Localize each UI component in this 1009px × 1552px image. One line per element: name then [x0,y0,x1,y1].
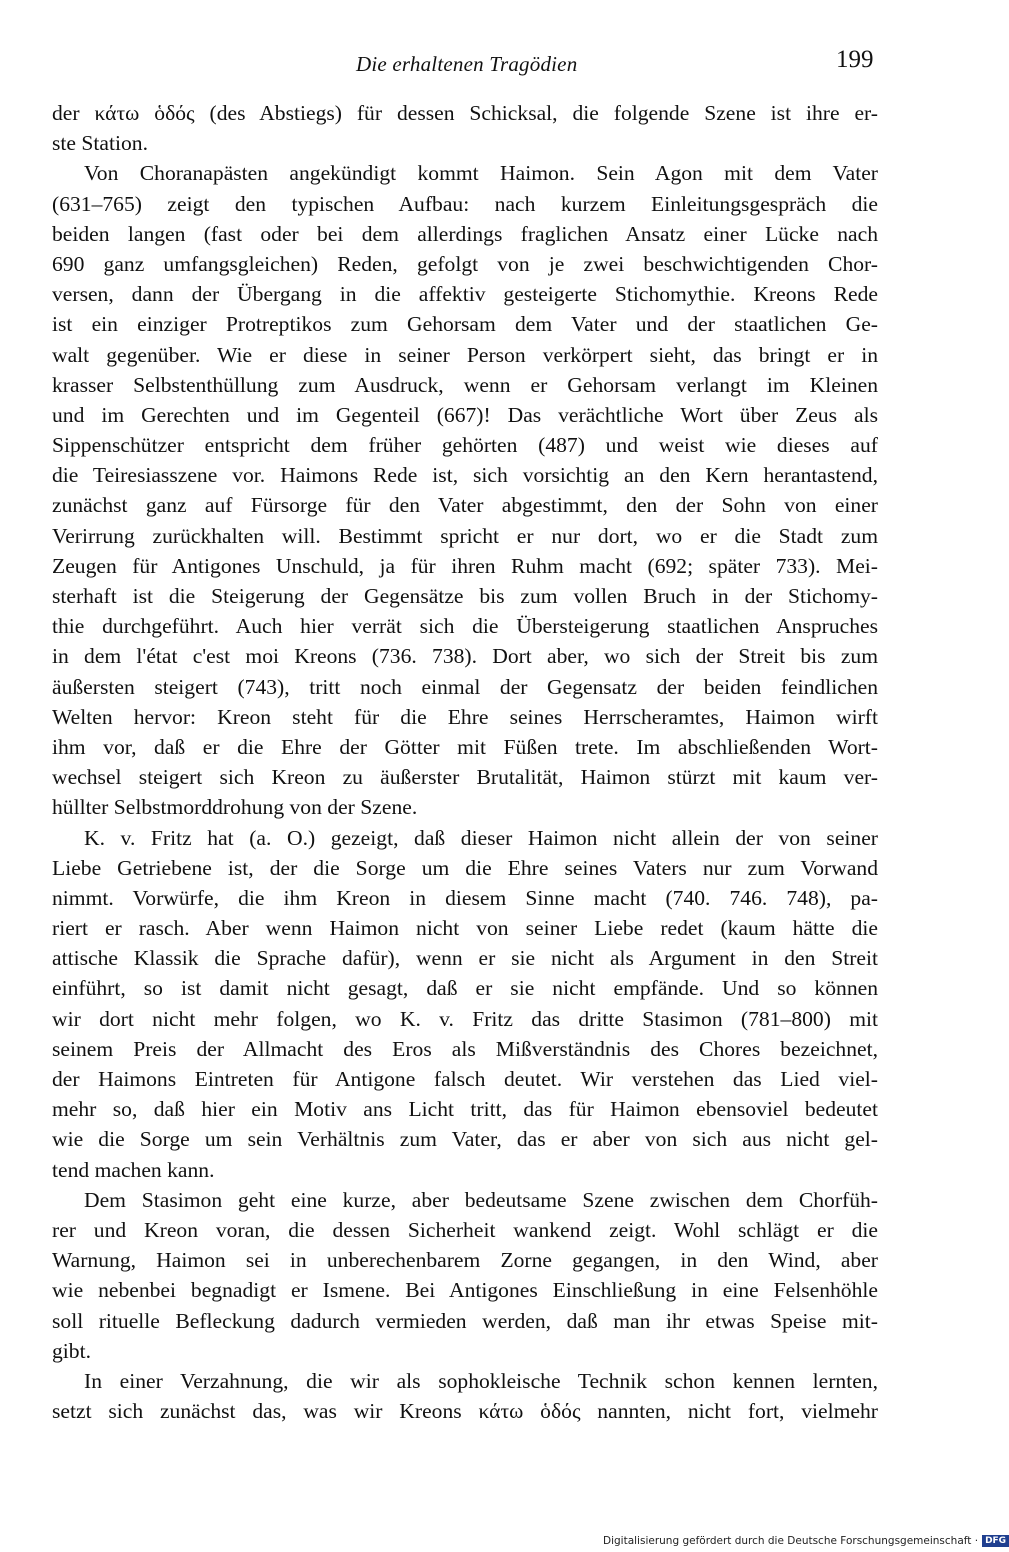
text-line: ihm vor, daß er die Ehre der Götter mit Füßen trete. Im abschließenden Wort- [52,734,878,759]
text-line: walt gegenüber. Wie er diese in seiner Person verkörpert sieht, das bringt er in [52,342,878,367]
text-line: In einer Verzahnung, die wir als sophokleische Technik schon kennen lernten, [84,1368,878,1393]
text-line: zunächst ganz auf Fürsorge für den Vater abgestimmt, den der Sohn von einer [52,493,878,518]
text-line: versen, dann der Übergang in die affektiv gesteigerte Stichomythie. Kreons Rede [52,282,878,307]
text-line: Sippenschützer entspricht dem früher gehörten (487) und weist wie dieses auf [52,433,878,458]
text-line: beiden langen (fast oder bei dem allerdings fraglichen Ansatz einer Lücke nach [52,221,878,246]
text-line: setzt sich zunächst das, was wir Kreons κάτω ὁδός nannten, nicht fort, vielmehr [52,1399,878,1424]
text-line: Von Choranapästen angekündigt kommt Haimon. Sein Agon mit dem Vater [84,161,878,186]
text-line: hüllter Selbstmorddrohung von der Szene. [52,795,418,820]
text-line: Welten hervor: Kreon steht für die Ehre seines Herrscheramtes, Haimon wirft [52,704,878,729]
text-line: ste Station. [52,131,148,156]
text-line: K. v. Fritz hat (a. O.) gezeigt, daß dieser Haimon nicht allein der von seiner [84,825,878,850]
text-line: riert er rasch. Aber wenn Haimon nicht von seiner Liebe redet (kaum hätte die [52,916,878,941]
running-head-title: Die erhaltenen Tragödien [356,52,578,76]
text-line: Dem Stasimon geht eine kurze, aber bedeutsame Szene zwischen dem Chorfüh- [84,1187,878,1212]
text-line: äußersten steigert (743), tritt noch einmal der Gegensatz der beiden feindlichen [52,674,878,699]
text-line: wechsel steigert sich Kreon zu äußerster Brutalität, Haimon stürzt mit kaum ver- [52,765,878,790]
text-line: der κάτω ὁδός (des Abstiegs) für dessen Schicksal, die folgende Szene ist ihre er- [52,101,878,125]
text-line: seinem Preis der Allmacht des Eros als Mißverständnis des Chores bezeichnet, [52,1036,878,1061]
text-line: und im Gerechten und im Gegenteil (667)! Das verächtliche Wort über Zeus als [52,402,878,427]
text-line: rer und Kreon voran, die dessen Sicherheit wankend zeigt. Wohl schlägt er die [52,1217,878,1242]
text-line: Liebe Getriebene ist, der die Sorge um die Ehre seines Vaters nur zum Vorwand [52,855,878,880]
body-text [52,98,878,1426]
text-line: ist ein einziger Protreptikos zum Gehorsam dem Vater und der staatlichen Ge- [52,312,878,337]
text-line: attische Klassik die Sprache dafür), wenn er sie nicht als Argument in den Streit [52,946,878,971]
text-line: wie nebenbei begnadigt er Ismene. Bei Antigones Einschließung in eine Felsenhöhle [52,1278,878,1303]
text-line: der Haimons Eintreten für Antigone falsch deutet. Wir verstehen das Lied viel- [52,1067,878,1091]
text-line: krasser Selbstenthüllung zum Ausdruck, wenn er Gehorsam verlangt im Kleinen [52,372,878,397]
text-line: in dem l'état c'est moi Kreons (736. 738). Dort aber, wo sich der Streit bis zum [52,644,878,669]
text-line: Verirrung zurückhalten will. Bestimmt spricht er nur dort, wo er die Stadt zum [52,523,878,548]
text-line: die Teiresiasszene vor. Haimons Rede ist, sich vorsichtig an den Kern herantastend, [52,463,878,488]
page-number: 199 [836,46,874,73]
text-line: Zeugen für Antigones Unschuld, ja für ihren Ruhm macht (692; später 733). Mei- [52,553,878,578]
credit-text: Digitalisierung gefördert durch die Deutsche Forschungsgemeinschaft · [603,1535,979,1547]
text-line: einführt, so ist damit nicht gesagt, daß er sie nicht empfände. Und so können [52,976,878,1001]
text-line: thie durchgeführt. Auch hier verrät sich die Übersteigerung staatlichen Anspruches [52,614,878,639]
text-line: (631–765) zeigt den typischen Aufbau: nach kurzem Einleitungsgespräch die [52,191,878,216]
text-line: gibt. [52,1338,91,1363]
text-line: mehr so, daß hier ein Motiv ans Licht tritt, das für Haimon ebensoviel bedeutet [52,1097,878,1122]
text-line: wir dort nicht mehr folgen, wo K. v. Fritz das dritte Stasimon (781–800) mit [52,1006,878,1031]
digitization-credit [603,1535,1009,1547]
dfg-logo: DFG [982,1535,1009,1547]
text-line: wie die Sorge um sein Verhältnis zum Vater, das er aber von sich aus nicht gel- [52,1127,878,1152]
text-line: sterhaft ist die Steigerung der Gegensätze bis zum vollen Bruch in der Stichomy- [52,584,878,608]
text-line: soll rituelle Befleckung dadurch vermieden werden, daß man ihr etwas Speise mit- [52,1308,878,1333]
text-line: Warnung, Haimon sei in unberechenbarem Zorne gegangen, in den Wind, aber [52,1248,878,1273]
text-line: nimmt. Vorwürfe, die ihm Kreon in diesem Sinne macht (740. 746. 748), pa- [52,885,878,910]
running-head [0,46,1000,78]
text-line: tend machen kann. [52,1157,215,1182]
text-line: 690 ganz umfangsgleichen) Reden, gefolgt von je zwei beschwichtigenden Chor- [52,251,878,276]
